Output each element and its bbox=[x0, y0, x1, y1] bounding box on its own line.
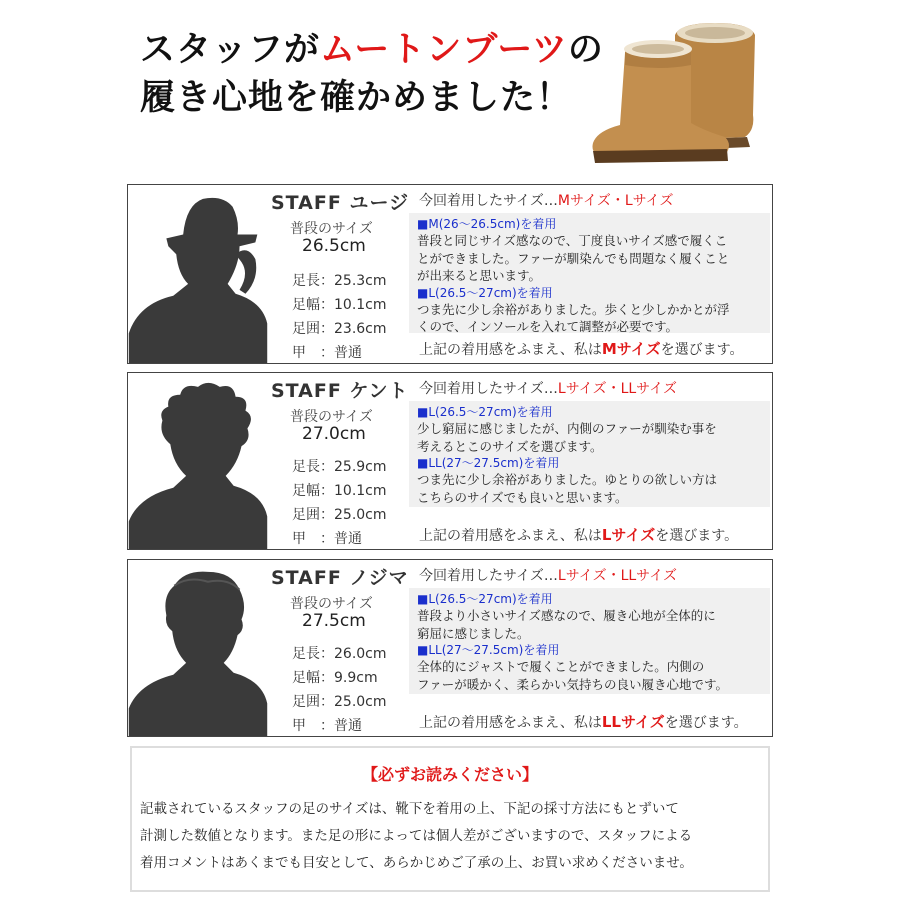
foot-length: 足長：25.3cm bbox=[292, 273, 387, 289]
staff-panel-nojima bbox=[127, 559, 773, 737]
review-box bbox=[409, 213, 770, 333]
staff-name: STAFF ユージ bbox=[271, 192, 410, 214]
foot-length: 足長：25.9cm bbox=[292, 459, 387, 475]
review-line: 窮屈に感じました。 bbox=[417, 625, 530, 641]
tried-sizes-line bbox=[419, 378, 677, 398]
review-box bbox=[409, 588, 770, 694]
review-heading: ■M(26～26.5cm)を着用 bbox=[417, 217, 557, 231]
review-line: くので、インソールを入れて調整が必要です。 bbox=[417, 319, 679, 334]
usual-size-label: 普段のサイズ bbox=[290, 221, 373, 237]
review-line: つま先に少し余裕がありました。歩くと少しかかとが浮 bbox=[417, 301, 730, 317]
conclusion-suffix: を選びます。 bbox=[664, 715, 748, 731]
conclusion-suffix: を選びます。 bbox=[655, 528, 739, 544]
foot-girth: 足囲：25.0cm bbox=[292, 694, 387, 710]
headline-suffix: の bbox=[567, 30, 604, 70]
instep: 甲 ：普通 bbox=[292, 718, 362, 734]
review-line: が出来ると思います。 bbox=[417, 268, 542, 283]
headline-prefix: スタッフが bbox=[140, 30, 321, 70]
notice-box bbox=[130, 746, 770, 892]
foot-width: 足幅：9.9cm bbox=[292, 670, 378, 686]
tried-sizes-label: 今回着用したサイズ… bbox=[419, 193, 558, 209]
usual-size-value: 27.0cm bbox=[302, 424, 366, 444]
headline-line-2: 履き心地を確かめました！ bbox=[140, 78, 573, 118]
tried-sizes-label: 今回着用したサイズ… bbox=[419, 381, 558, 397]
notice-line: 記載されているスタッフの足のサイズは、靴下を着用の上、下記の採寸方法にもとずいて bbox=[140, 801, 679, 817]
conclusion-suffix: を選びます。 bbox=[660, 342, 744, 358]
instep: 甲 ：普通 bbox=[292, 345, 362, 361]
foot-width: 足幅：10.1cm bbox=[292, 297, 387, 313]
review-line: つま先に少し余裕がありました。ゆとりの欲しい方は bbox=[417, 472, 718, 487]
review-heading: ■L(26.5～27cm)を着用 bbox=[417, 592, 553, 606]
chosen-size: LLサイズ bbox=[601, 713, 665, 731]
usual-size-label: 普段のサイズ bbox=[290, 596, 373, 612]
review-heading: ■L(26.5～27cm)を着用 bbox=[417, 285, 553, 300]
conclusion-prefix: 上記の着用感をふまえ、私は bbox=[419, 342, 602, 358]
review-line: こちらのサイズでも良いと思います。 bbox=[417, 489, 628, 505]
usual-size-value: 27.5cm bbox=[302, 611, 366, 631]
review-line: ファーが暖かく、柔らかい気持ちの良い履き心地です。 bbox=[417, 676, 729, 692]
mouton-boots-image bbox=[565, 5, 765, 170]
review-heading: ■LL(27～27.5cm)を着用 bbox=[417, 456, 560, 470]
chosen-size: Lサイズ bbox=[601, 526, 656, 544]
review-line: 全体的にジャストで履くことができました。内側の bbox=[417, 659, 705, 674]
headline-product: ムートンブーツ bbox=[320, 30, 568, 70]
notice-title: 【必ずお読みください】 bbox=[361, 765, 538, 784]
foot-girth: 足囲：25.0cm bbox=[292, 507, 387, 523]
review-line: 普段と同じサイズ感なので、丁度良いサイズ感で履くこ bbox=[417, 233, 728, 248]
conclusion bbox=[419, 711, 748, 732]
tried-sizes-line bbox=[419, 190, 674, 210]
review-line: 考えるとこのサイズを選びます。 bbox=[417, 438, 603, 454]
foot-girth: 足囲：23.6cm bbox=[292, 321, 387, 337]
chosen-size: Mサイズ bbox=[601, 340, 661, 358]
notice-line: 計測した数値となります。また足の形によっては個人差がございますので、スタッフによる bbox=[140, 828, 693, 844]
review-box bbox=[409, 401, 770, 507]
review-line: とができました。ファーが馴染んでも問題なく履くこと bbox=[417, 250, 730, 266]
notice-line: 着用コメントはあくまでも目安として、あらかじめご了承の上、お買い求めくださいませ。 bbox=[140, 855, 693, 871]
tried-sizes-label: 今回着用したサイズ… bbox=[419, 568, 558, 584]
staff-panel-yuji bbox=[127, 184, 773, 364]
notice-body bbox=[140, 796, 693, 877]
foot-width: 足幅：10.1cm bbox=[292, 483, 387, 499]
usual-size-value: 26.5cm bbox=[302, 236, 366, 256]
review-heading: ■L(26.5～27cm)を着用 bbox=[417, 405, 553, 419]
tried-sizes-value: Lサイズ・LLサイズ bbox=[557, 568, 678, 584]
foot-length: 足長：26.0cm bbox=[292, 646, 387, 662]
tried-sizes-value: Lサイズ・LLサイズ bbox=[557, 381, 678, 397]
staff-silhouette-short-hair-icon bbox=[128, 560, 268, 736]
review-heading: ■LL(27～27.5cm)を着用 bbox=[417, 643, 560, 657]
staff-name: STAFF ケント bbox=[271, 380, 409, 402]
review-line: 普段より小さいサイズ感なので、履き心地が全体的に bbox=[417, 608, 716, 623]
tried-sizes-line bbox=[419, 565, 677, 585]
conclusion bbox=[419, 338, 743, 359]
usual-size-label: 普段のサイズ bbox=[290, 409, 373, 425]
conclusion-prefix: 上記の着用感をふまえ、私は bbox=[419, 528, 602, 544]
conclusion-prefix: 上記の着用感をふまえ、私は bbox=[419, 715, 602, 731]
tried-sizes-value: Mサイズ・Lサイズ bbox=[557, 193, 674, 209]
instep: 甲 ：普通 bbox=[292, 531, 362, 547]
headline-line-1 bbox=[140, 28, 604, 72]
staff-name: STAFF ノジマ bbox=[271, 567, 409, 589]
review-line: 少し窮屈に感じましたが、内側のファーが馴染む事を bbox=[417, 421, 717, 436]
staff-silhouette-fedora-icon bbox=[128, 185, 268, 363]
staff-panel-kento bbox=[127, 372, 773, 550]
conclusion bbox=[419, 524, 738, 545]
staff-silhouette-spiky-hair-icon bbox=[128, 373, 268, 549]
